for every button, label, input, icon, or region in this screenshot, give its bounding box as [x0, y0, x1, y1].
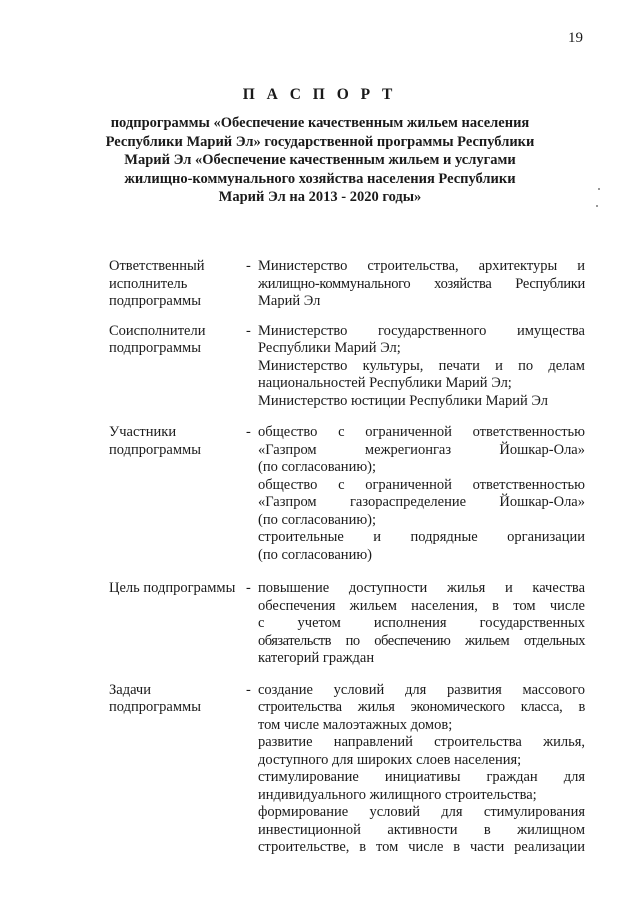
row-value-line: строительства жилья экономического класса, в [258, 699, 585, 715]
row-value-line: категорий граждан [258, 650, 375, 666]
page-number: 19 [568, 30, 583, 46]
row-value-line: строительные и подрядные организации [258, 529, 585, 545]
row-value-line: с учетом исполнения государственных [258, 615, 585, 631]
scan-speck [598, 188, 600, 190]
row-value-line: «Газпром межрегионгаз Йошкар-Ола» [258, 441, 585, 458]
passport-row-co-executors [109, 323, 585, 411]
row-value-line: Министерство культуры, печати и по делам [258, 357, 585, 374]
subtitle-line: Марий Эл «Обеспечение качественным жильем и услугами [124, 152, 516, 169]
row-dash: - [246, 424, 251, 440]
row-dash: - [246, 580, 251, 596]
passport-row-participants [109, 424, 585, 564]
row-value-line: Марий Эл [258, 293, 321, 309]
document-subtitle [100, 114, 540, 207]
row-value-line: инвестиционной активности в жилищном [258, 821, 585, 838]
row-label [109, 258, 249, 311]
subtitle-line: жилищно-коммунального хозяйства населения Республики [124, 170, 516, 187]
row-value-line: (по согласованию); [258, 459, 377, 475]
row-value-line: (по согласованию) [258, 546, 372, 563]
row-value-line: Республики Марий Эл; [258, 340, 401, 356]
row-value-line: развитие направлений строительства жилья, [258, 734, 585, 750]
row-label [109, 323, 249, 358]
row-label-line: Ответственный [109, 258, 205, 274]
row-value [258, 580, 585, 668]
row-value-line: обеспечения жильем населения, в том числе [258, 597, 585, 614]
row-value-line: общество с ограниченной ответственностью [258, 424, 585, 440]
subtitle-line: Марий Эл на 2013 - 2020 годы» [218, 189, 422, 206]
document-title: П А С П О Р Т [242, 86, 397, 103]
row-value-line: индивидуального жилищного строительства; [258, 786, 537, 803]
row-dash: - [246, 681, 251, 698]
row-label [109, 682, 249, 717]
row-value [258, 424, 585, 564]
row-value-line: формирование условий для стимулирования [258, 804, 585, 820]
row-value-line: «Газпром газораспределение Йошкар-Ола» [258, 494, 585, 510]
row-value-line: национальностей Республики Марий Эл; [258, 375, 512, 391]
row-value-line: повышение доступности жилья и качества [258, 580, 585, 596]
row-label-line: Задачи [109, 681, 151, 698]
row-label-line: подпрограммы [109, 340, 201, 356]
row-value-line: создание условий для развития массового [258, 681, 585, 698]
row-label [109, 580, 249, 598]
row-label [109, 424, 249, 459]
row-value-line: жилищно-коммунального хозяйства Республики [258, 275, 585, 292]
row-label-line: Цель подпрограммы [109, 580, 236, 596]
row-value-line: доступного для широких слоев населения; [258, 751, 522, 768]
passport-table [109, 258, 585, 857]
row-label-line: исполнитель [109, 275, 188, 292]
row-value-line: строительстве, в том числе в части реализации [258, 839, 585, 855]
row-value [258, 682, 585, 857]
passport-row-responsible-executor [109, 258, 585, 311]
row-label-line: Участники [109, 424, 177, 440]
passport-row-tasks [109, 682, 585, 857]
row-value-line: Министерство юстиции Республики Марий Эл [258, 392, 548, 409]
row-value-line: Министерство строительства, архитектуры и [258, 258, 585, 274]
row-value-line: общество с ограниченной ответственностью [258, 476, 585, 493]
row-dash: - [246, 322, 251, 339]
row-value-line: Министерство государственного имущества [258, 322, 585, 339]
subtitle-line: Республики Марий Эл» государственной программы Республики [105, 133, 535, 150]
row-value-line: том числе малоэтажных домов; [258, 716, 453, 733]
row-value-line: стимулирование инициативы граждан для [258, 769, 585, 785]
row-value [258, 258, 585, 311]
row-value-line: обязательств по обеспечению жильем отдельных [258, 632, 585, 649]
scan-speck [596, 205, 598, 207]
passport-row-goal [109, 580, 585, 668]
subtitle-line: подпрограммы «Обеспечение качественным жильем населения [110, 115, 530, 131]
row-label-line: подпрограммы [109, 699, 201, 715]
row-label-line: подпрограммы [109, 441, 201, 458]
row-value-line: (по согласованию); [258, 511, 377, 528]
row-label-line: подпрограммы [109, 293, 201, 309]
row-dash: - [246, 258, 251, 274]
row-label-line: Соисполнители [109, 322, 206, 339]
row-value [258, 323, 585, 411]
